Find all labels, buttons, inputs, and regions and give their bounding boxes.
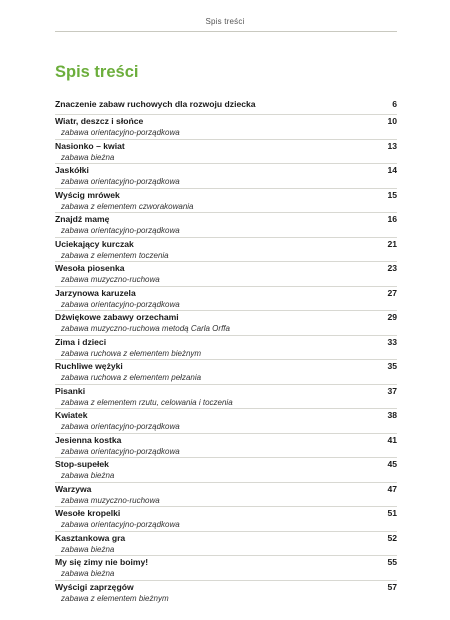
toc-page-number: 55 — [387, 557, 397, 567]
toc-entry-subtitle: zabawa z elementem rzutu, celowania i toczenia — [61, 397, 233, 407]
toc-entry-title: Wesołe kropelki — [55, 508, 121, 518]
toc-entry[interactable] — [55, 114, 397, 139]
toc-page-number: 52 — [387, 532, 397, 543]
toc-entry-row — [55, 95, 397, 114]
toc-entry-title: Dźwiękowe zabawy orzechami — [55, 312, 179, 322]
toc-page-number: 15 — [387, 189, 397, 200]
toc-entry-row — [55, 581, 397, 594]
toc-entry-title: Jarzynowa karuzela — [55, 287, 136, 298]
toc-entry[interactable] — [55, 212, 397, 237]
toc-entry-row — [55, 262, 397, 275]
toc-page-number: 35 — [387, 361, 397, 371]
toc-entry-subtitle: zabawa ruchowa z elementem bieżnym — [61, 348, 202, 358]
toc-page-number: 16 — [387, 214, 397, 224]
toc-entry-row — [55, 483, 397, 496]
toc-entry-title: Jesienna kostka — [55, 434, 122, 445]
toc-entry-title: Ruchliwe wężyki — [55, 361, 123, 371]
toc-entry[interactable] — [55, 286, 397, 311]
toc-entry-title: Wesoła piosenka — [55, 263, 125, 273]
toc-entry[interactable] — [55, 433, 397, 458]
page-title: Spis treści — [55, 63, 139, 81]
toc-entry[interactable] — [55, 310, 397, 335]
toc-entry[interactable] — [55, 384, 397, 409]
toc-entry-row — [55, 556, 397, 569]
toc-entry-title: Kasztankowa gra — [55, 532, 126, 543]
toc-entry[interactable] — [55, 531, 397, 556]
toc-page-number: 29 — [387, 312, 397, 322]
toc-entry[interactable] — [55, 359, 397, 384]
toc-entry[interactable] — [55, 163, 397, 188]
toc-entry-row — [55, 238, 397, 251]
toc-entry-title: Wyścig mrówek — [55, 189, 120, 200]
header-rule — [55, 31, 397, 32]
toc-page-number: 41 — [387, 434, 397, 445]
toc-entry-row — [55, 213, 397, 226]
toc-entry-title: Uciekający kurczak — [55, 238, 134, 249]
toc-entry-row — [55, 409, 397, 422]
toc-entry-row — [55, 507, 397, 520]
toc-entry-row — [55, 458, 397, 471]
toc-entry-row — [55, 385, 397, 398]
toc-entry-row — [55, 189, 397, 202]
toc-entry[interactable] — [55, 237, 397, 262]
toc-entry[interactable] — [55, 408, 397, 433]
toc-page-number: 38 — [387, 410, 397, 420]
toc-entry-subtitle: zabawa orientacyjno-porządkowa — [61, 177, 180, 186]
toc-entry-subtitle: zabawa bieżna — [61, 569, 115, 578]
toc-entry[interactable] — [55, 482, 397, 507]
toc-entry-title: Znaczenie zabaw ruchowych dla rozwoju dziecka — [55, 99, 256, 109]
toc-entry-subtitle: zabawa z elementem toczenia — [61, 250, 169, 260]
toc-entry-title: Stop-supełek — [55, 459, 109, 469]
toc-entry[interactable] — [55, 95, 397, 114]
toc-entry-subtitle: zabawa orientacyjno-porządkowa — [61, 128, 180, 137]
toc-entry[interactable] — [55, 139, 397, 164]
toc-entry[interactable] — [55, 188, 397, 213]
toc-entry-subtitle: zabawa muzyczno-ruchowa — [61, 495, 160, 505]
toc-entry-row — [55, 311, 397, 324]
toc-entry-subtitle: zabawa bieżna — [61, 544, 115, 554]
toc-page-number: 13 — [387, 140, 397, 151]
toc-entry-subtitle: zabawa orientacyjno-porządkowa — [61, 446, 180, 456]
toc-entry-subtitle: zabawa orientacyjno-porządkowa — [61, 226, 180, 235]
toc-entry-title: Wyścigi zaprzęgów — [55, 581, 134, 592]
toc-entry-subtitle: zabawa bieżna — [61, 152, 115, 162]
toc-page-number: 45 — [387, 459, 397, 469]
toc-entry-subtitle: zabawa muzyczno-ruchowa metodą Carla Orffa — [61, 324, 230, 333]
toc-page-number: 23 — [387, 263, 397, 273]
toc-entry-row — [55, 140, 397, 153]
toc-entry-row — [55, 532, 397, 545]
toc-entry-row — [55, 164, 397, 177]
toc-page-number: 57 — [387, 581, 397, 592]
toc-entry-subtitle: zabawa ruchowa z elementem pełzania — [61, 373, 202, 382]
running-header: Spis treści — [205, 17, 245, 26]
toc-entry-subtitle: zabawa bieżna — [61, 471, 115, 480]
toc-entry-subtitle: zabawa orientacyjno-porządkowa — [61, 299, 180, 309]
toc-page-number: 27 — [387, 287, 397, 298]
toc-page-number: 14 — [387, 165, 397, 175]
toc-entry-row — [55, 287, 397, 300]
toc-entry[interactable] — [55, 555, 397, 580]
toc-page-number: 21 — [387, 238, 397, 249]
toc-entry-subtitle: zabawa muzyczno-ruchowa — [61, 275, 160, 284]
toc-entry-title: Nasionko – kwiat — [55, 140, 125, 151]
toc-entry-title: Znajdź mamę — [55, 214, 110, 224]
toc-page-number: 10 — [387, 116, 397, 126]
toc-page-number: 33 — [387, 336, 397, 347]
toc-entry-title: Warzywa — [55, 483, 92, 494]
toc-entry-row — [55, 434, 397, 447]
toc-entry-title: Wiatr, deszcz i słońce — [55, 116, 144, 126]
toc-entry-subtitle: zabawa z elementem bieżnym — [61, 593, 169, 603]
toc-entry-subtitle: zabawa orientacyjno-porządkowa — [61, 520, 180, 529]
toc-entry[interactable] — [55, 506, 397, 531]
toc-entry-title: Jaskółki — [55, 165, 89, 175]
toc-entry-row — [55, 336, 397, 349]
toc-entry[interactable] — [55, 335, 397, 360]
toc-entry-row — [55, 115, 397, 128]
toc-entry-subtitle: zabawa orientacyjno-porządkowa — [61, 422, 180, 431]
toc-entry[interactable] — [55, 580, 397, 605]
toc-page-number: 37 — [387, 385, 397, 396]
toc-page-number: 51 — [387, 508, 397, 518]
toc-entry[interactable] — [55, 261, 397, 286]
table-of-contents — [55, 95, 397, 604]
toc-entry-title: Kwiatek — [55, 410, 88, 420]
toc-page-number: 6 — [392, 99, 397, 109]
toc-entry-title: Zima i dzieci — [55, 336, 107, 347]
toc-entry-title: My się zimy nie boimy! — [55, 557, 149, 567]
toc-entry-subtitle: zabawa z elementem czworakowania — [61, 201, 194, 211]
toc-entry[interactable] — [55, 457, 397, 482]
toc-entry-title: Pisanki — [55, 385, 86, 396]
toc-page-number: 47 — [387, 483, 397, 494]
toc-entry-row — [55, 360, 397, 373]
